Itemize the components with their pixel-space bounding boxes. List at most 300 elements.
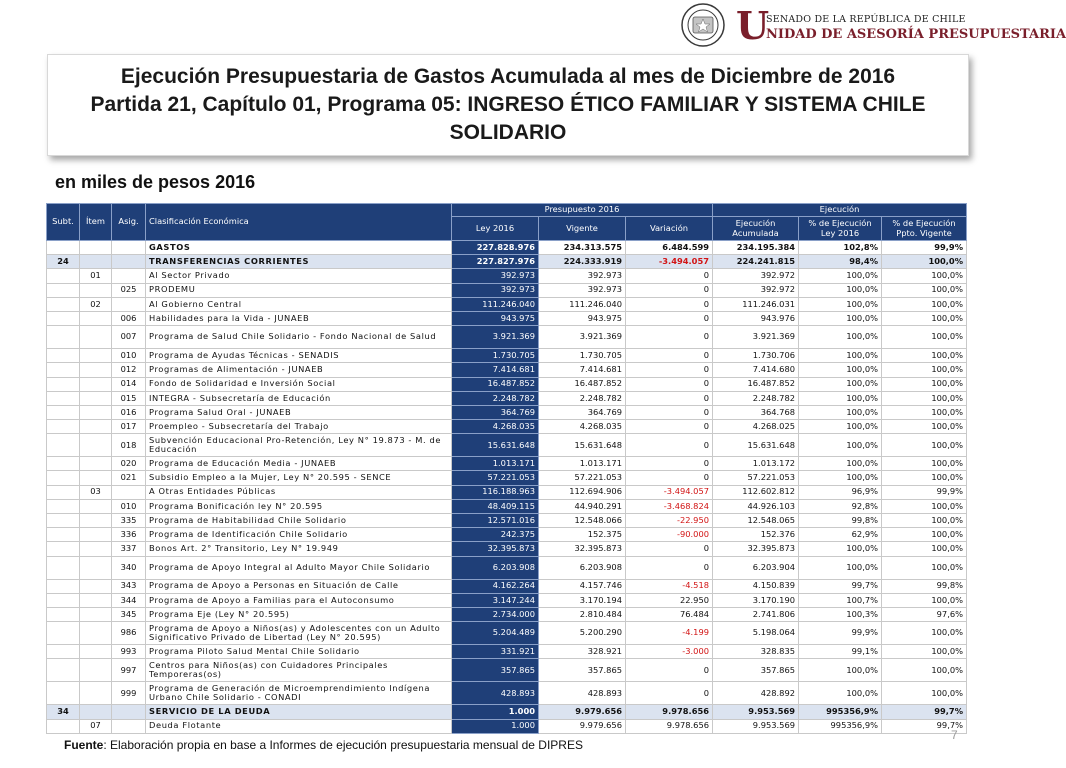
unidad-asesoria-logo bbox=[736, 3, 1066, 48]
cell-variacion: 0 bbox=[626, 269, 713, 283]
cell-pct-vigente: 99,7% bbox=[882, 719, 967, 733]
cell-pct-vigente: 100,0% bbox=[882, 457, 967, 471]
cell-subt bbox=[47, 682, 80, 705]
cell-pct-ley: 100,0% bbox=[799, 457, 882, 471]
cell-clasificacion: Proempleo - Subsecretaría del Trabajo bbox=[146, 420, 452, 434]
cell-ley-2016: 7.414.681 bbox=[452, 363, 539, 377]
cell-variacion: 0 bbox=[626, 434, 713, 457]
cell-ejecucion-acumulada: 57.221.053 bbox=[713, 471, 799, 485]
cell-subt bbox=[47, 471, 80, 485]
cell-subt bbox=[47, 719, 80, 733]
cell-ley-2016: 428.893 bbox=[452, 682, 539, 705]
cell-ejecucion-acumulada: 943.976 bbox=[713, 311, 799, 325]
table-row bbox=[47, 377, 967, 391]
cell-ejecucion-acumulada: 3.170.190 bbox=[713, 593, 799, 607]
cell-asig bbox=[112, 705, 146, 719]
table-row bbox=[47, 434, 967, 457]
cell-ley-2016: 242.375 bbox=[452, 528, 539, 542]
cell-item bbox=[80, 593, 112, 607]
table-row bbox=[47, 659, 967, 682]
cell-pct-ley: 99,8% bbox=[799, 514, 882, 528]
cell-asig: 006 bbox=[112, 311, 146, 325]
cell-ejecucion-acumulada: 3.921.369 bbox=[713, 326, 799, 349]
cell-item bbox=[80, 405, 112, 419]
cell-asig: 337 bbox=[112, 542, 146, 556]
cell-item bbox=[80, 528, 112, 542]
cell-vigente: 1.730.705 bbox=[539, 349, 626, 363]
cell-variacion: 0 bbox=[626, 363, 713, 377]
cell-ejecucion-acumulada: 5.198.064 bbox=[713, 622, 799, 645]
header-ley: Ley 2016 bbox=[452, 217, 539, 241]
cell-asig: 340 bbox=[112, 556, 146, 579]
budget-table-body bbox=[47, 241, 967, 734]
cell-item bbox=[80, 514, 112, 528]
cell-vigente: 357.865 bbox=[539, 659, 626, 682]
cell-pct-ley: 100,0% bbox=[799, 434, 882, 457]
cell-asig: 986 bbox=[112, 622, 146, 645]
cell-item bbox=[80, 434, 112, 457]
cell-subt bbox=[47, 349, 80, 363]
cell-vigente: 224.333.919 bbox=[539, 255, 626, 269]
cell-ley-2016: 357.865 bbox=[452, 659, 539, 682]
cell-item bbox=[80, 682, 112, 705]
cell-ley-2016: 364.769 bbox=[452, 405, 539, 419]
cell-clasificacion: Al Gobierno Central bbox=[146, 297, 452, 311]
cell-asig: 017 bbox=[112, 420, 146, 434]
cell-vigente: 9.979.656 bbox=[539, 705, 626, 719]
header-ejecucion-acumulada: Ejecución Acumulada bbox=[713, 217, 799, 241]
cell-ejecucion-acumulada: 392.972 bbox=[713, 283, 799, 297]
cell-ley-2016: 16.487.852 bbox=[452, 377, 539, 391]
cell-asig bbox=[112, 269, 146, 283]
cell-pct-ley: 100,0% bbox=[799, 542, 882, 556]
cell-ley-2016: 227.827.976 bbox=[452, 255, 539, 269]
table-row bbox=[47, 705, 967, 719]
table-row bbox=[47, 311, 967, 325]
cell-vigente: 428.893 bbox=[539, 682, 626, 705]
cell-clasificacion: Programa Bonificación ley N° 20.595 bbox=[146, 499, 452, 513]
table-row bbox=[47, 607, 967, 621]
cell-pct-ley: 96,9% bbox=[799, 485, 882, 499]
cell-subt bbox=[47, 297, 80, 311]
table-row bbox=[47, 326, 967, 349]
cell-variacion: -90.000 bbox=[626, 528, 713, 542]
cell-variacion: 0 bbox=[626, 542, 713, 556]
header-subt: Subt. bbox=[47, 204, 80, 241]
footer-label: Fuente bbox=[64, 738, 104, 752]
cell-item: 01 bbox=[80, 269, 112, 283]
cell-pct-ley: 99,7% bbox=[799, 579, 882, 593]
cell-ley-2016: 116.188.963 bbox=[452, 485, 539, 499]
cell-pct-vigente: 100,0% bbox=[882, 593, 967, 607]
cell-subt bbox=[47, 241, 80, 255]
cell-pct-vigente: 99,8% bbox=[882, 579, 967, 593]
cell-pct-ley: 100,0% bbox=[799, 405, 882, 419]
cell-vigente: 111.246.040 bbox=[539, 297, 626, 311]
cell-ley-2016: 943.975 bbox=[452, 311, 539, 325]
cell-item bbox=[80, 326, 112, 349]
cell-item bbox=[80, 377, 112, 391]
cell-vigente: 152.375 bbox=[539, 528, 626, 542]
cell-variacion: -3.468.824 bbox=[626, 499, 713, 513]
cell-item bbox=[80, 556, 112, 579]
cell-asig: 343 bbox=[112, 579, 146, 593]
cell-ley-2016: 15.631.648 bbox=[452, 434, 539, 457]
cell-ejecucion-acumulada: 364.768 bbox=[713, 405, 799, 419]
cell-asig: 997 bbox=[112, 659, 146, 682]
table-row bbox=[47, 297, 967, 311]
cell-ley-2016: 392.973 bbox=[452, 269, 539, 283]
table-row bbox=[47, 499, 967, 513]
cell-vigente: 7.414.681 bbox=[539, 363, 626, 377]
cell-asig: 012 bbox=[112, 363, 146, 377]
cell-pct-ley: 100,0% bbox=[799, 682, 882, 705]
table-row bbox=[47, 622, 967, 645]
cell-item bbox=[80, 659, 112, 682]
cell-subt bbox=[47, 659, 80, 682]
cell-pct-ley: 99,9% bbox=[799, 622, 882, 645]
table-row bbox=[47, 579, 967, 593]
cell-subt bbox=[47, 311, 80, 325]
table-row bbox=[47, 645, 967, 659]
cell-vigente: 32.395.873 bbox=[539, 542, 626, 556]
cell-pct-ley: 100,0% bbox=[799, 326, 882, 349]
cell-clasificacion: Programa de Habitabilidad Chile Solidario bbox=[146, 514, 452, 528]
cell-vigente: 6.203.908 bbox=[539, 556, 626, 579]
cell-asig bbox=[112, 719, 146, 733]
cell-clasificacion: Programa de Educación Media - JUNAEB bbox=[146, 457, 452, 471]
cell-item: 07 bbox=[80, 719, 112, 733]
cell-subt bbox=[47, 420, 80, 434]
cell-pct-vigente: 100,0% bbox=[882, 471, 967, 485]
header-clasificacion: Clasificación Económica bbox=[146, 204, 452, 241]
cell-vigente: 3.170.194 bbox=[539, 593, 626, 607]
cell-asig: 010 bbox=[112, 499, 146, 513]
cell-ley-2016: 1.730.705 bbox=[452, 349, 539, 363]
cell-variacion: 0 bbox=[626, 297, 713, 311]
title-line-2: Partida 21, Capítulo 01, Programa 05: INGRESO ÉTICO FAMILIAR Y SISTEMA CHILE bbox=[90, 93, 926, 116]
cell-subt bbox=[47, 434, 80, 457]
cell-vigente: 392.973 bbox=[539, 269, 626, 283]
cell-variacion: -22.950 bbox=[626, 514, 713, 528]
cell-pct-vigente: 100,0% bbox=[882, 556, 967, 579]
cell-ley-2016: 5.204.489 bbox=[452, 622, 539, 645]
cell-pct-ley: 98,4% bbox=[799, 255, 882, 269]
cell-asig: 015 bbox=[112, 391, 146, 405]
cell-ejecucion-acumulada: 111.246.031 bbox=[713, 297, 799, 311]
cell-ejecucion-acumulada: 392.972 bbox=[713, 269, 799, 283]
cell-asig: 021 bbox=[112, 471, 146, 485]
cell-subt bbox=[47, 363, 80, 377]
cell-subt: 34 bbox=[47, 705, 80, 719]
cell-clasificacion: Programa de Generación de Microemprendimiento Indígena Urbano Chile Solidario - CONADI bbox=[146, 682, 452, 705]
cell-clasificacion: Bonos Art. 2° Transitorio, Ley N° 19.949 bbox=[146, 542, 452, 556]
cell-ejecucion-acumulada: 15.631.648 bbox=[713, 434, 799, 457]
cell-variacion: 0 bbox=[626, 283, 713, 297]
cell-pct-ley: 100,0% bbox=[799, 269, 882, 283]
cell-ejecucion-acumulada: 9.953.569 bbox=[713, 705, 799, 719]
title-line-3: SOLIDARIO bbox=[449, 121, 567, 144]
brand-unidad-text: NIDAD DE ASESORÍA PRESUPUESTARIA bbox=[766, 27, 1066, 42]
cell-pct-ley: 100,0% bbox=[799, 283, 882, 297]
cell-pct-ley: 100,0% bbox=[799, 377, 882, 391]
cell-pct-ley: 100,0% bbox=[799, 311, 882, 325]
cell-ejecucion-acumulada: 234.195.384 bbox=[713, 241, 799, 255]
cell-variacion: -3.000 bbox=[626, 645, 713, 659]
cell-asig bbox=[112, 297, 146, 311]
table-row bbox=[47, 420, 967, 434]
cell-subt bbox=[47, 528, 80, 542]
cell-pct-vigente: 99,7% bbox=[882, 705, 967, 719]
cell-asig: 010 bbox=[112, 349, 146, 363]
cell-ley-2016: 1.013.171 bbox=[452, 457, 539, 471]
cell-vigente: 2.810.484 bbox=[539, 607, 626, 621]
cell-ley-2016: 4.162.264 bbox=[452, 579, 539, 593]
cell-pct-vigente: 100,0% bbox=[882, 420, 967, 434]
cell-subt bbox=[47, 326, 80, 349]
table-row bbox=[47, 682, 967, 705]
table-row bbox=[47, 349, 967, 363]
cell-pct-ley: 100,0% bbox=[799, 471, 882, 485]
cell-pct-vigente: 100,0% bbox=[882, 434, 967, 457]
cell-subt bbox=[47, 645, 80, 659]
cell-subt bbox=[47, 391, 80, 405]
page-number: 7 bbox=[951, 728, 958, 742]
brand-initial: U bbox=[736, 3, 770, 48]
cell-asig bbox=[112, 241, 146, 255]
brand-senado-text: SENADO DE LA REPÚBLICA DE CHILE bbox=[766, 14, 966, 25]
cell-ejecucion-acumulada: 16.487.852 bbox=[713, 377, 799, 391]
cell-ejecucion-acumulada: 6.203.904 bbox=[713, 556, 799, 579]
cell-pct-vigente: 100,0% bbox=[882, 283, 967, 297]
cell-vigente: 4.157.746 bbox=[539, 579, 626, 593]
cell-ley-2016: 57.221.053 bbox=[452, 471, 539, 485]
cell-pct-vigente: 100,0% bbox=[882, 645, 967, 659]
cell-item bbox=[80, 645, 112, 659]
cell-asig: 016 bbox=[112, 405, 146, 419]
cell-vigente: 9.979.656 bbox=[539, 719, 626, 733]
cell-subt bbox=[47, 457, 80, 471]
cell-clasificacion: Centros para Niños(as) con Cuidadores Principales Temporeras(os) bbox=[146, 659, 452, 682]
cell-vigente: 234.313.575 bbox=[539, 241, 626, 255]
cell-pct-ley: 100,7% bbox=[799, 593, 882, 607]
cell-item bbox=[80, 579, 112, 593]
cell-item bbox=[80, 705, 112, 719]
cell-ley-2016: 392.973 bbox=[452, 283, 539, 297]
cell-clasificacion: PRODEMU bbox=[146, 283, 452, 297]
cell-ley-2016: 12.571.016 bbox=[452, 514, 539, 528]
cell-ley-2016: 1.000 bbox=[452, 705, 539, 719]
cell-ley-2016: 32.395.873 bbox=[452, 542, 539, 556]
cell-item bbox=[80, 311, 112, 325]
cell-vigente: 2.248.782 bbox=[539, 391, 626, 405]
table-row bbox=[47, 255, 967, 269]
cell-vigente: 15.631.648 bbox=[539, 434, 626, 457]
table-row bbox=[47, 556, 967, 579]
cell-pct-ley: 99,1% bbox=[799, 645, 882, 659]
cell-pct-vigente: 100,0% bbox=[882, 659, 967, 682]
cell-pct-vigente: 100,0% bbox=[882, 363, 967, 377]
table-row bbox=[47, 457, 967, 471]
cell-subt bbox=[47, 499, 80, 513]
cell-variacion: 9.978.656 bbox=[626, 705, 713, 719]
cell-ley-2016: 2.248.782 bbox=[452, 391, 539, 405]
cell-item bbox=[80, 622, 112, 645]
budget-table bbox=[46, 203, 967, 734]
cell-variacion: -3.494.057 bbox=[626, 485, 713, 499]
budget-table-wrapper bbox=[46, 203, 966, 734]
cell-ejecucion-acumulada: 112.602.812 bbox=[713, 485, 799, 499]
cell-ejecucion-acumulada: 44.926.103 bbox=[713, 499, 799, 513]
cell-variacion: 76.484 bbox=[626, 607, 713, 621]
cell-vigente: 5.200.290 bbox=[539, 622, 626, 645]
cell-variacion: 0 bbox=[626, 326, 713, 349]
cell-ley-2016: 6.203.908 bbox=[452, 556, 539, 579]
cell-subt bbox=[47, 579, 80, 593]
cell-pct-ley: 100,0% bbox=[799, 297, 882, 311]
cell-variacion: 0 bbox=[626, 420, 713, 434]
cell-clasificacion: Programa de Apoyo a Niños(as) y Adolescentes con un Adulto Significativo Privado de Libertad (Ley N° 20.595) bbox=[146, 622, 452, 645]
cell-subt bbox=[47, 593, 80, 607]
cell-variacion: 0 bbox=[626, 377, 713, 391]
cell-pct-vigente: 100,0% bbox=[882, 682, 967, 705]
cell-pct-ley: 100,0% bbox=[799, 420, 882, 434]
table-row bbox=[47, 241, 967, 255]
cell-ejecucion-acumulada: 32.395.873 bbox=[713, 542, 799, 556]
cell-asig: 007 bbox=[112, 326, 146, 349]
cell-variacion: -4.518 bbox=[626, 579, 713, 593]
cell-ejecucion-acumulada: 2.248.782 bbox=[713, 391, 799, 405]
cell-pct-ley: 100,0% bbox=[799, 363, 882, 377]
cell-clasificacion: Al Sector Privado bbox=[146, 269, 452, 283]
cell-pct-vigente: 100,0% bbox=[882, 405, 967, 419]
cell-vigente: 12.548.066 bbox=[539, 514, 626, 528]
table-row bbox=[47, 719, 967, 733]
cell-ejecucion-acumulada: 1.730.706 bbox=[713, 349, 799, 363]
cell-pct-vigente: 100,0% bbox=[882, 269, 967, 283]
cell-clasificacion: Habilidades para la Vida - JUNAEB bbox=[146, 311, 452, 325]
cell-clasificacion: Programas de Alimentación - JUNAEB bbox=[146, 363, 452, 377]
cell-pct-vigente: 100,0% bbox=[882, 377, 967, 391]
cell-ejecucion-acumulada: 152.376 bbox=[713, 528, 799, 542]
cell-clasificacion: Programa de Salud Chile Solidario - Fondo Nacional de Salud bbox=[146, 326, 452, 349]
table-row bbox=[47, 593, 967, 607]
cell-variacion: 6.484.599 bbox=[626, 241, 713, 255]
header-item: Ítem bbox=[80, 204, 112, 241]
cell-clasificacion: Programa de Apoyo Integral al Adulto Mayor Chile Solidario bbox=[146, 556, 452, 579]
table-row bbox=[47, 269, 967, 283]
cell-clasificacion: Programa de Apoyo a Familias para el Autoconsumo bbox=[146, 593, 452, 607]
cell-ejecucion-acumulada: 7.414.680 bbox=[713, 363, 799, 377]
cell-clasificacion: Programa Piloto Salud Mental Chile Solidario bbox=[146, 645, 452, 659]
title-line-1: Ejecución Presupuestaria de Gastos Acumulada al mes de Diciembre de 2016 bbox=[120, 65, 896, 88]
cell-pct-ley: 995356,9% bbox=[799, 705, 882, 719]
cell-item bbox=[80, 349, 112, 363]
cell-vigente: 943.975 bbox=[539, 311, 626, 325]
cell-ejecucion-acumulada: 357.865 bbox=[713, 659, 799, 682]
cell-variacion: 0 bbox=[626, 457, 713, 471]
cell-variacion: 0 bbox=[626, 311, 713, 325]
cell-asig bbox=[112, 485, 146, 499]
cell-pct-vigente: 100,0% bbox=[882, 528, 967, 542]
cell-pct-vigente: 97,6% bbox=[882, 607, 967, 621]
cell-pct-ley: 100,0% bbox=[799, 349, 882, 363]
cell-asig: 335 bbox=[112, 514, 146, 528]
cell-clasificacion: Deuda Flotante bbox=[146, 719, 452, 733]
cell-pct-vigente: 99,9% bbox=[882, 241, 967, 255]
senate-seal-logo bbox=[672, 2, 734, 48]
cell-clasificacion: A Otras Entidades Públicas bbox=[146, 485, 452, 499]
cell-variacion: 9.978.656 bbox=[626, 719, 713, 733]
cell-subt bbox=[47, 556, 80, 579]
cell-asig: 344 bbox=[112, 593, 146, 607]
header-pct-vigente: % de Ejecución Ppto. Vigente bbox=[882, 217, 967, 241]
cell-vigente: 328.921 bbox=[539, 645, 626, 659]
cell-vigente: 4.268.035 bbox=[539, 420, 626, 434]
cell-asig: 020 bbox=[112, 457, 146, 471]
cell-vigente: 392.973 bbox=[539, 283, 626, 297]
cell-variacion: -4.199 bbox=[626, 622, 713, 645]
cell-item bbox=[80, 457, 112, 471]
table-row bbox=[47, 514, 967, 528]
table-row bbox=[47, 471, 967, 485]
cell-ley-2016: 3.921.369 bbox=[452, 326, 539, 349]
cell-subt: 24 bbox=[47, 255, 80, 269]
cell-pct-vigente: 100,0% bbox=[882, 311, 967, 325]
cell-ejecucion-acumulada: 12.548.065 bbox=[713, 514, 799, 528]
cell-asig: 025 bbox=[112, 283, 146, 297]
table-row bbox=[47, 542, 967, 556]
cell-asig: 018 bbox=[112, 434, 146, 457]
table-row bbox=[47, 363, 967, 377]
cell-pct-ley: 100,0% bbox=[799, 556, 882, 579]
cell-asig: 336 bbox=[112, 528, 146, 542]
cell-subt bbox=[47, 377, 80, 391]
cell-vigente: 1.013.171 bbox=[539, 457, 626, 471]
cell-ejecucion-acumulada: 224.241.815 bbox=[713, 255, 799, 269]
cell-variacion: 0 bbox=[626, 391, 713, 405]
cell-ejecucion-acumulada: 4.268.025 bbox=[713, 420, 799, 434]
cell-ley-2016: 2.734.000 bbox=[452, 607, 539, 621]
cell-asig: 999 bbox=[112, 682, 146, 705]
cell-subt bbox=[47, 269, 80, 283]
cell-ley-2016: 4.268.035 bbox=[452, 420, 539, 434]
cell-ley-2016: 331.921 bbox=[452, 645, 539, 659]
table-row bbox=[47, 528, 967, 542]
cell-item bbox=[80, 542, 112, 556]
cell-clasificacion: Programa Eje (Ley N° 20.595) bbox=[146, 607, 452, 621]
cell-pct-vigente: 100,0% bbox=[882, 514, 967, 528]
cell-ejecucion-acumulada: 2.741.806 bbox=[713, 607, 799, 621]
cell-pct-vigente: 100,0% bbox=[882, 255, 967, 269]
cell-item bbox=[80, 471, 112, 485]
table-row bbox=[47, 283, 967, 297]
cell-vigente: 112.694.906 bbox=[539, 485, 626, 499]
cell-pct-vigente: 100,0% bbox=[882, 297, 967, 311]
header-group-presupuesto: Presupuesto 2016 bbox=[452, 204, 713, 217]
table-row bbox=[47, 405, 967, 419]
cell-vigente: 364.769 bbox=[539, 405, 626, 419]
cell-item bbox=[80, 241, 112, 255]
cell-clasificacion: Programa Salud Oral - JUNAEB bbox=[146, 405, 452, 419]
cell-asig: 993 bbox=[112, 645, 146, 659]
cell-subt bbox=[47, 283, 80, 297]
cell-item: 03 bbox=[80, 485, 112, 499]
cell-ley-2016: 48.409.115 bbox=[452, 499, 539, 513]
cell-vigente: 44.940.291 bbox=[539, 499, 626, 513]
cell-clasificacion: SERVICIO DE LA DEUDA bbox=[146, 705, 452, 719]
cell-ley-2016: 227.828.976 bbox=[452, 241, 539, 255]
